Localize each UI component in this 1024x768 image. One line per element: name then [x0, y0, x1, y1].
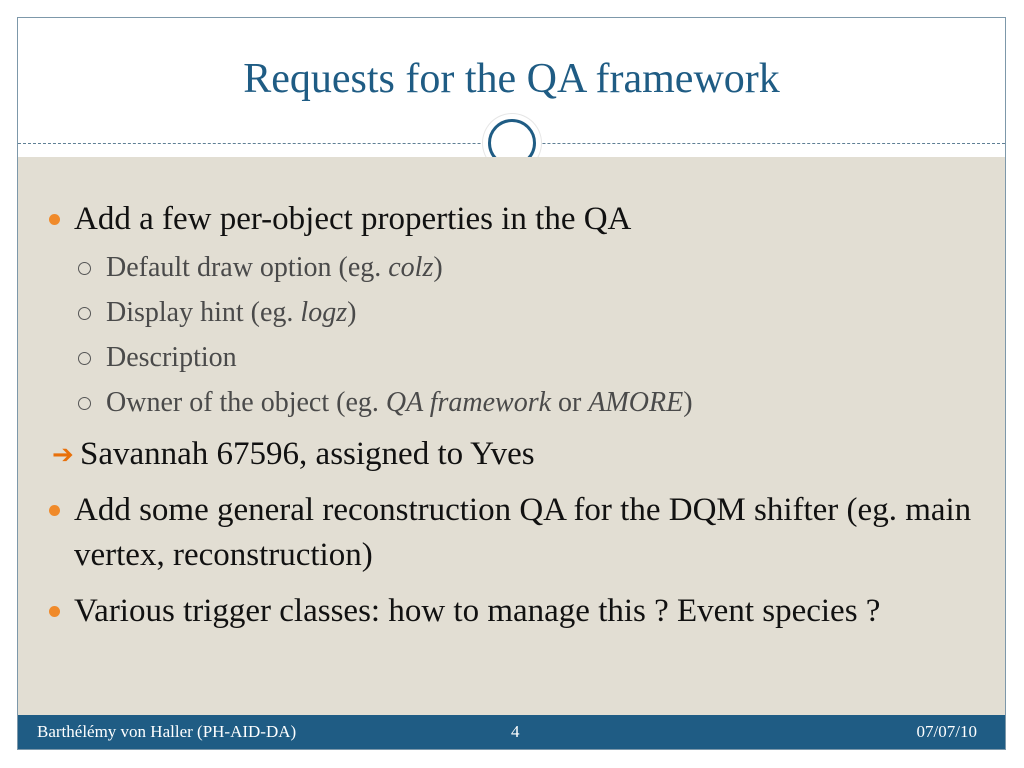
sub-bullet-circle-icon — [78, 352, 91, 365]
text-segment: ) — [433, 252, 443, 283]
sub-bullet-item — [106, 293, 966, 333]
slide — [17, 17, 1006, 750]
bullet-text: Add some general reconstruction QA for the DQM shifter (eg. main vertex, reconstruction) — [74, 492, 972, 573]
italic-segment: logz — [300, 297, 348, 328]
text-segment: ) — [683, 387, 693, 418]
right-arrow-icon: ➔ — [52, 440, 74, 470]
content-area — [18, 157, 1005, 715]
bullet-dot-icon — [49, 606, 60, 617]
bullet-item — [74, 197, 974, 242]
bullet-item — [74, 589, 974, 634]
bullet-dot-icon — [49, 505, 60, 516]
sub-bullet-text: Description — [106, 342, 237, 373]
bullet-text: Add a few per-object properties in the QA — [74, 201, 632, 237]
italic-segment: QA framework — [385, 387, 552, 418]
sub-bullet-text — [106, 297, 356, 328]
footer-author: Barthélémy von Haller (PH-AID-DA) — [37, 722, 297, 741]
bullet-text: Various trigger classes: how to manage this ? Event species ? — [74, 593, 881, 629]
arrow-item — [52, 432, 980, 477]
text-segment: Default draw option (eg. — [106, 252, 389, 283]
sub-bullet-circle-icon — [78, 262, 91, 275]
bullet-item — [74, 488, 974, 578]
footer-date: 07/07/10 — [916, 722, 977, 741]
text-segment: or — [551, 387, 589, 418]
sub-bullet-item — [106, 383, 966, 423]
bullet-dot-icon — [49, 214, 60, 225]
footer-bar — [18, 715, 1005, 749]
slide-title: Requests for the QA framework — [243, 56, 780, 102]
text-segment: Owner of the object (eg. — [106, 387, 386, 418]
sub-bullet-circle-icon — [78, 397, 91, 410]
arrow-item-text: Savannah 67596, assigned to Yves — [80, 436, 535, 472]
text-segment: ) — [347, 297, 357, 328]
footer-page-number: 4 — [511, 722, 520, 741]
sub-bullet-circle-icon — [78, 307, 91, 320]
sub-bullet-item — [106, 248, 966, 288]
sub-bullet-item — [106, 338, 966, 378]
text-segment: Display hint (eg. — [106, 297, 301, 328]
italic-segment: AMORE — [588, 387, 684, 418]
sub-bullet-text — [106, 387, 693, 418]
italic-segment: colz — [388, 252, 434, 283]
sub-bullet-text — [106, 252, 443, 283]
